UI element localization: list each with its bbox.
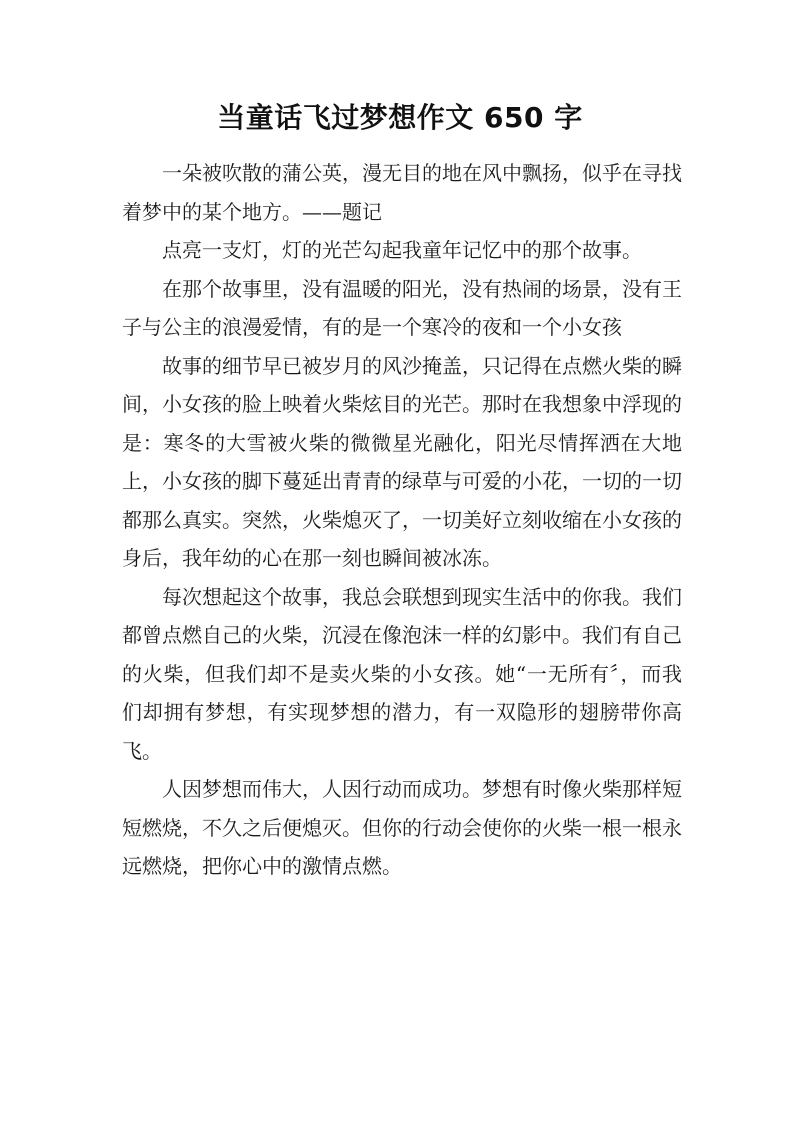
paragraph-dreams: 人因梦想而伟大，人因行动而成功。梦想有时像火柴那样短短燃烧，不久之后便熄灭。但你的行动会使你的火柴一根一根永远燃烧，把你心中的激情点燃。 <box>122 777 682 878</box>
paragraph-reality: 每次想起这个故事，我总会联想到现实生活中的你我。我们都曾点燃自己的火柴，沉浸在像泡沫一样的幻影中。我们有自己的火柴，但我们却不是卖火柴的小女孩。她“一无所有〞，而我们却拥有梦想，有实现梦想的潜力，有一双隐形的翅膀带你高飞。 <box>122 584 682 763</box>
paragraph-lamp: 点亮一支灯，灯的光芒勾起我童年记忆中的那个故事。 <box>162 238 642 262</box>
paragraph-story: 在那个故事里，没有温暖的阳光，没有热闹的场景，没有王子与公主的浪漫爱情，有的是一个寒冷的夜和一个小女孩 <box>122 276 682 339</box>
paragraph-epigraph: 一朵被吹散的蒲公英，漫无目的地在风中飘扬，似乎在寻找着梦中的某个地方。——题记 <box>122 161 682 224</box>
essay-body <box>122 154 682 886</box>
page-title: 当童话飞过梦想作文 650 字 <box>217 101 583 134</box>
paragraph-matches: 故事的细节早已被岁月的风沙掩盖，只记得在点燃火柴的瞬间，小女孩的脸上映着火柴炫目的光芒。那时在我想象中浮现的是：寒冬的大雪被火柴的微微星光融化，阳光尽情挥洒在大地上，小女孩的脚下蔓延出青青的绿草与可爱的小花，一切的一切都那么真实。突然，火柴熄灭了，一切美好立刻收缩在小女孩的身后，我年幼的心在那一刻也瞬间被冰冻。 <box>122 353 682 570</box>
